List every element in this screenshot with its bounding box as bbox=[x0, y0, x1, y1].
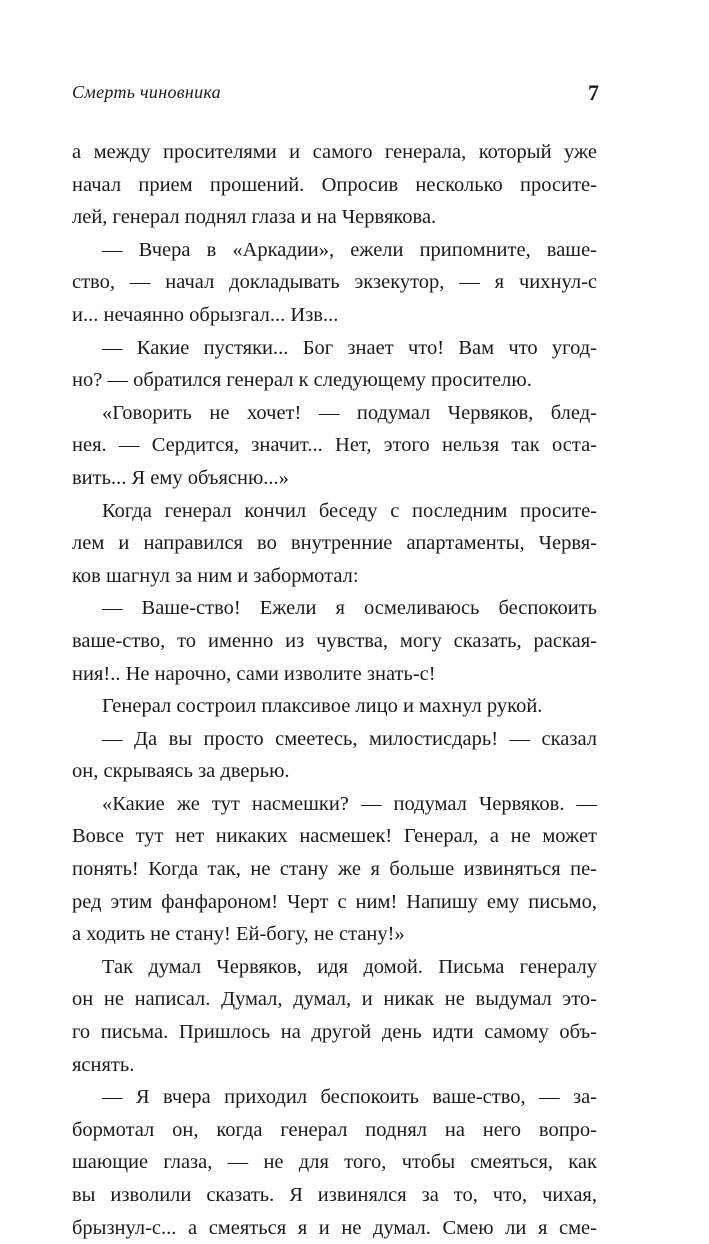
page-header bbox=[72, 82, 599, 112]
text-line: он, скрываясь за дверью. bbox=[72, 760, 290, 783]
text-line: вить... Я ему объясню...» bbox=[72, 466, 289, 489]
text-line: — Вчера в «Аркадии», ежели припомните, ваше- bbox=[102, 238, 597, 261]
text-line: ред этим фанфароном! Черт с ним! Напишу ему письмо, bbox=[72, 890, 597, 913]
text-line: ство, — начал докладывать экзекутор, — я чихнул-с bbox=[72, 271, 597, 294]
text-line: Генерал состроил плаксивое лицо и махнул рукой. bbox=[102, 695, 543, 718]
text-line: начал прием прошений. Опросив несколько просите- bbox=[72, 173, 597, 196]
text-line: — Какие пустяки... Бог знает что! Вам что угод- bbox=[102, 336, 597, 359]
text-line: — Ваше-ство! Ежели я осмеливаюсь беспокоить bbox=[102, 597, 597, 620]
text-line: «Говорить не хочет! — подумал Червяков, блед- bbox=[102, 401, 597, 424]
text-line: а между просителями и самого генерала, который уже bbox=[72, 141, 597, 163]
text-line: «Какие же тут насмешки? — подумал Червяков. — bbox=[102, 792, 597, 815]
text-line: брызнул-с... а смеяться я и не думал. Смею ли я сме- bbox=[72, 1216, 597, 1239]
text-line: лей, генерал поднял глаза и на Червякова. bbox=[72, 206, 437, 229]
text-line: бормотал он, когда генерал поднял на него вопро- bbox=[72, 1118, 597, 1141]
text-line: Вовсе тут нет никаких насмешек! Генерал, а не может bbox=[72, 825, 597, 848]
text-line: ков шагнул за ним и забормотал: bbox=[72, 564, 359, 587]
page-number: 7 bbox=[588, 80, 599, 105]
text-line: — Да вы просто смеетесь, милостисдарь! — сказал bbox=[102, 727, 597, 750]
text-line: го письма. Пришлось на другой день идти самому объ- bbox=[72, 1021, 597, 1044]
text-line: — Я вчера приходил беспокоить ваше-ство, — за- bbox=[102, 1086, 597, 1109]
text-line: ния!.. Не нарочно, сами изволите знать-с! bbox=[72, 662, 436, 685]
text-line: и... нечаянно обрызгал... Изв... bbox=[72, 303, 339, 326]
body-text bbox=[72, 136, 597, 1244]
text-line: а ходить не стану! Ей-богу, не стану!» bbox=[72, 923, 405, 946]
text-line: он не написал. Думал, думал, и никак не выдумал это- bbox=[72, 988, 597, 1011]
text-line: нея. — Сердится, значит... Нет, этого нельзя так оста- bbox=[72, 434, 597, 457]
text-line: шающие глаза, — не для того, чтобы смеяться, как bbox=[72, 1151, 597, 1174]
text-line: вы изволили сказать. Я извинялся за то, что, чихая, bbox=[72, 1184, 597, 1206]
running-head: Смерть чиновника bbox=[72, 82, 221, 102]
text-line: Когда генерал кончил беседу с последним просите- bbox=[102, 499, 597, 522]
text-line: Так думал Червяков, идя домой. Письма генералу bbox=[102, 955, 597, 978]
text-line: ваше-ство, то именно из чувства, могу сказать, раская- bbox=[72, 629, 597, 652]
text-line: понять! Когда так, не стану же я больше извиняться пе- bbox=[72, 858, 597, 881]
text-line: лем и направился во внутренние апартаменты, Червя- bbox=[72, 532, 597, 555]
text-line: но? — обратился генерал к следующему просителю. bbox=[72, 369, 532, 392]
text-line: яснять. bbox=[72, 1053, 135, 1076]
